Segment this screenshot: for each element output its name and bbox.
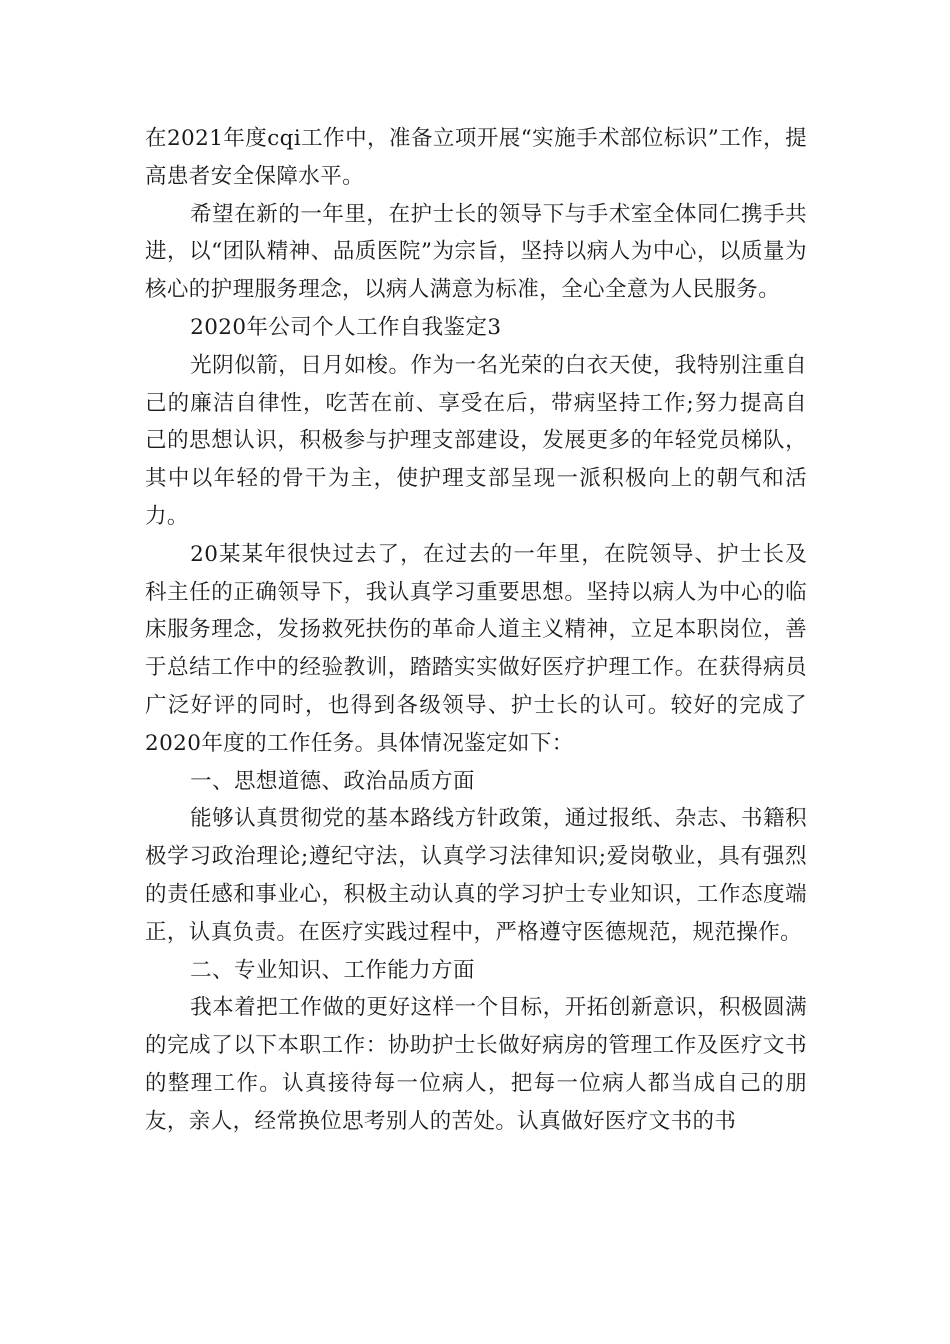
paragraph-moral-political: 能够认真贯彻党的基本路线方针政策，通过报纸、杂志、书籍积极学习政治理论;遵纪守法，认真学习法律知识;爱岗敬业，具有强烈的责任感和事业心，积极主动认真的学习护士专业知识，工作态度端正，认真负责。在医疗实践过程中，严格遵守医德规范，规范操作。 xyxy=(145,806,807,945)
paragraph-continuation: 在2021年度cqi工作中，准备立项开展“实施手术部位标识”工作，提高患者安全保障水平。 xyxy=(145,126,807,189)
paragraph-intro: 光阴似箭，日月如梭。作为一名光荣的白衣天使，我特别注重自己的廉洁自律性，吃苦在前、享受在后，带病坚持工作;努力提高自己的思想认识，积极参与护理支部建设，发展更多的年轻党员梯队，其中以年轻的骨干为主，使护理支部呈现一派积极向上的朝气和活力。 xyxy=(145,352,807,529)
heading-professional-ability: 二、专业知识、工作能力方面 xyxy=(190,957,475,983)
paragraph-professional-ability: 我本着把工作做的更好这样一个目标，开拓创新意识，积极圆满的完成了以下本职工作：协助护士长做好病房的管理工作及医疗文书的整理工作。认真接待每一位病人，把每一位病人都当成自己的朋友，亲人，经常换位思考别人的苦处。认真做好医疗文书的书 xyxy=(145,995,807,1134)
section-title: 2020年公司个人工作自我鉴定3 xyxy=(190,314,502,340)
document-body xyxy=(145,120,807,1141)
paragraph-year-review: 20某某年很快过去了，在过去的一年里，在院领导、护士长及科主任的正确领导下，我认真学习重要思想。坚持以病人为中心的临床服务理念，发扬救死扶伤的革命人道主义精神，立足本职岗位，善于总结工作中的经验教训，踏踏实实做好医疗护理工作。在获得病员广泛好评的同时，也得到各级领导、护士长的认可。较好的完成了2020年度的工作任务。具体情况鉴定如下： xyxy=(145,541,807,756)
paragraph-hope: 希望在新的一年里，在护士长的领导下与手术室全体同仁携手共进，以“团队精神、品质医院”为宗旨，坚持以病人为中心，以质量为核心的护理服务理念，以病人满意为标准，全心全意为人民服务。 xyxy=(145,201,807,303)
heading-moral-political: 一、思想道德、政治品质方面 xyxy=(190,768,475,794)
